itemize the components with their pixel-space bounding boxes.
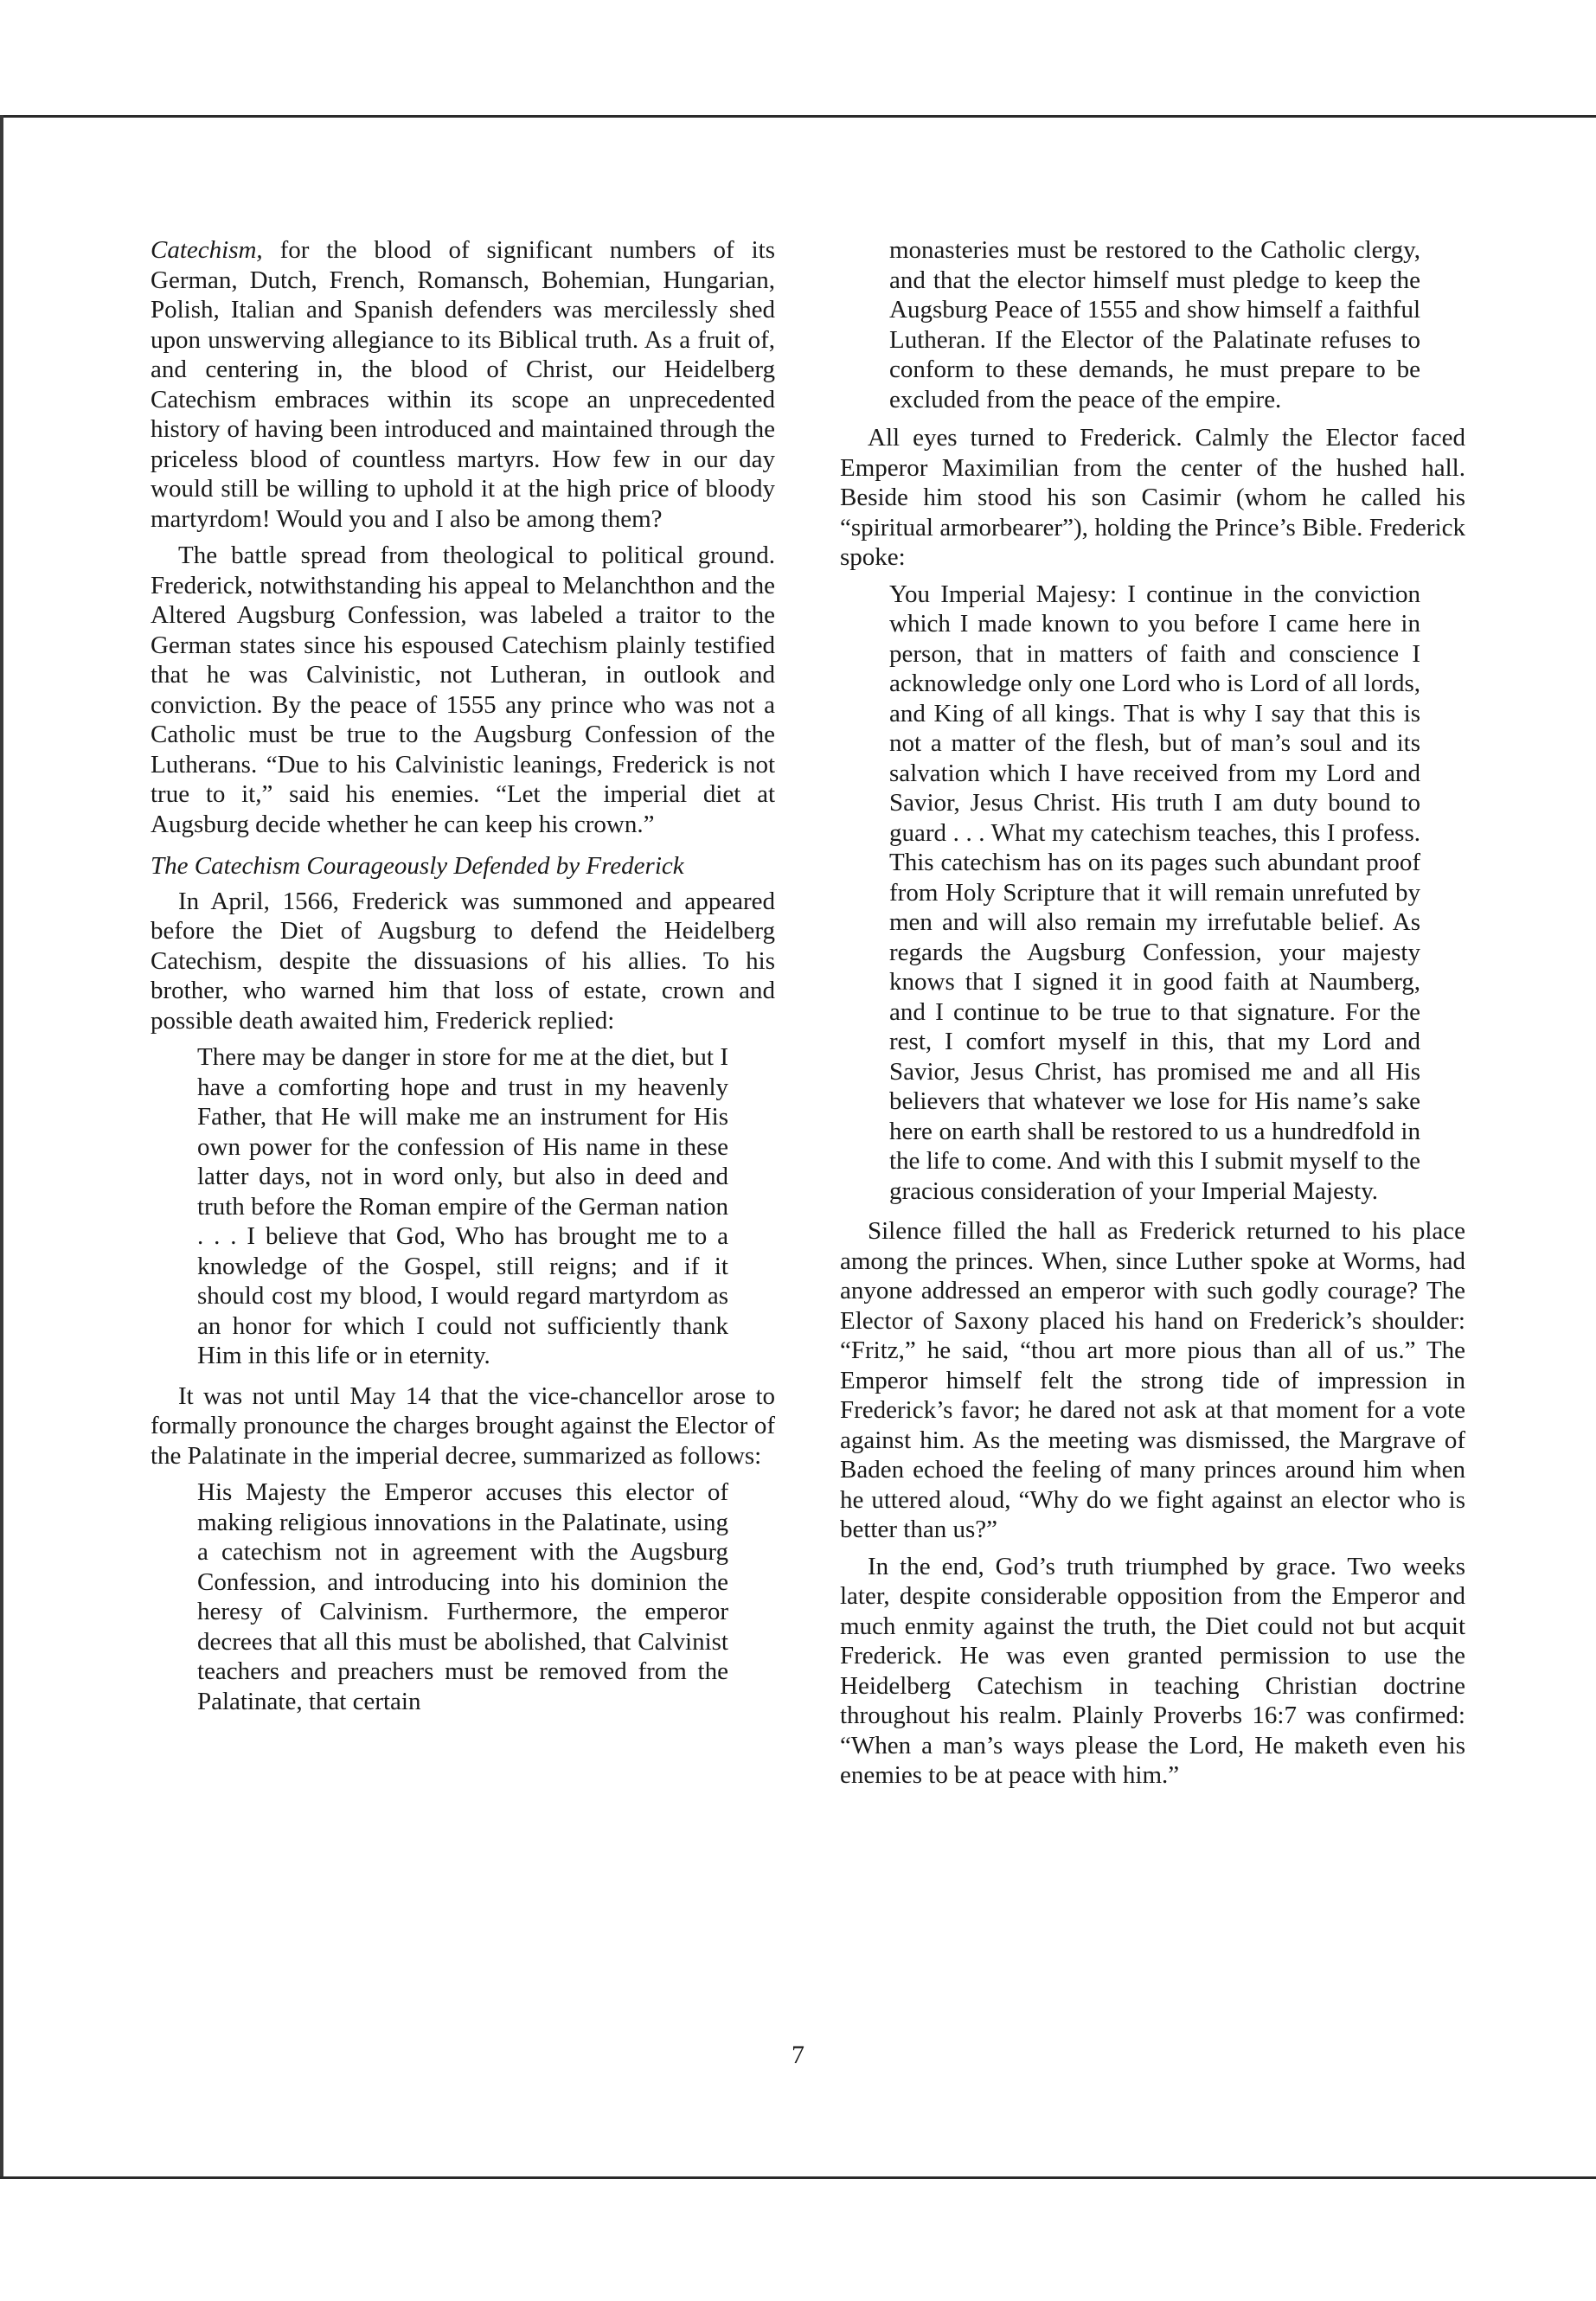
- block-quote: [840, 580, 1465, 1207]
- paragraph: The battle spread from theological to political ground. Frederick, notwithstanding his appeal to Melanchthon and the Altered Augsburg Confession, was labeled a traitor to the German states since his espoused Catechism plainly testified that he was Calvinistic, not Lutheran, in outlook and conviction. By the peace of 1555 any prince who was not a Catholic must be true to the Augsburg Confession of the Lutherans. “Due to his Calvinistic leanings, Frederick is not true to it,” said his enemies. “Let the imperial diet at Augsburg decide whether he can keep his crown.”: [151, 542, 775, 838]
- scan-bottom-border: [0, 2176, 1596, 2179]
- block-quote: [151, 1042, 775, 1371]
- paragraph: Silence filled the hall as Frederick returned to his place among the princes. When, since Luther spoke at Worms, had anyone addressed an emperor with such godly courage? The Elector of Saxony placed his hand on Frederick’s shoulder: “Fritz,” he said, “thou art more pious than all of us.” The Emperor himself felt the strong tide of impression in Frederick’s favor; he dared not ask at that moment for a vote against him. As the meeting was dismissed, the Margrave of Baden echoed the feeling of many princes around him when he uttered aloud, “Why do we fight against an elector who is better than us?”: [840, 1217, 1465, 1543]
- scan-top-border: [0, 115, 1596, 118]
- left-column: [151, 235, 775, 1727]
- italic-lead: Catechism,: [151, 236, 263, 264]
- quote-text: monasteries must be restored to the Catholic clergy, and that the elector himself must pledge to keep the Augsburg Peace of 1555 and show himself a faithful Lutheran. If the Elector of the Palatinate refuses to conform to these demands, he must prepare to be excluded from the peace of the empire.: [889, 236, 1420, 413]
- paragraph-text: for the blood of significant numbers of its German, Dutch, French, Romansch, Bohemian, Hungarian, Polish, Italian and Spanish defenders was mercilessly shed upon unswerving allegiance to its Biblical truth. As a fruit of, and centering in, the blood of Christ, our Heidelberg Catechism embraces within its scope an unprecedented history of having been introduced and maintained through the priceless blood of countless martyrs. How few in our day would still be willing to uphold it at the high price of bloody martyrdom! Would you and I also be among them?: [151, 236, 775, 533]
- block-quote-continued: [840, 235, 1465, 414]
- block-quote: [151, 1477, 775, 1716]
- scan-left-border: [0, 115, 3, 2178]
- paragraph: All eyes turned to Frederick. Calmly the Elector faced Emperor Maximilian from the center of the hushed hall. Beside him stood his son Casimir (whom he called his “spiritual armorbearer”), holding the Prince’s Bible. Frederick spoke:: [840, 424, 1465, 571]
- quote-text: There may be danger in store for me at the diet, but I have a comforting hope and trust in my heavenly Father, that He will make me an instrument for His own power for the confession of His name in these latter days, not in word only, but also in deed and truth before the Roman empire of the German nation . . . I believe that God, Who has brought me to a knowledge of the Gospel, still reigns; and if it should cost my blood, I would regard martyrdom as an honor for which I could not sufficiently thank Him in this life or in eternity.: [197, 1043, 728, 1369]
- right-column: [840, 235, 1465, 1798]
- quote-text: His Majesty the Emperor accuses this elector of making religious innovations in the Palatinate, using a catechism not in agreement with the Augsburg Confession, and introducing into his dominion the heresy of Calvinism. Furthermore, the emperor decrees that all this must be abolished, that Calvinist teachers and preachers must be removed from the Palatinate, that certain: [197, 1478, 728, 1715]
- page-number: 7: [792, 2041, 804, 2069]
- paragraph: It was not until May 14 that the vice-chancellor arose to formally pronounce the charges brought against the Elector of the Palatinate in the imperial decree, summarized as follows:: [151, 1381, 775, 1470]
- paragraph: In the end, God’s truth triumphed by grace. Two weeks later, despite considerable opposition from the Emperor and much enmity against the truth, the Diet could not but acquit Frederick. He was even granted permission to use the Heidelberg Catechism in teaching Christian doctrine throughout his realm. Plainly Proverbs 16:7 was confirmed: “When a man’s ways please the Lord, He maketh even his enemies to be at peace with him.”: [840, 1552, 1465, 1789]
- paragraph: In April, 1566, Frederick was summoned and appeared before the Diet of Augsburg to defend the Heidelberg Catechism, despite the dissuasions of his allies. To his brother, who warned him that loss of estate, crown and possible death awaited him, Frederick replied:: [151, 887, 775, 1035]
- paragraph: [151, 235, 775, 534]
- section-heading: The Catechism Courageously Defended by Frederick: [151, 852, 684, 880]
- quote-text: You Imperial Majesy: I continue in the conviction which I made known to you before I came here in person, that in matters of faith and conscience I acknowledge only one Lord who is Lord of all lords, and King of all kings. That is why I say that this is not a matter of the flesh, but of man’s soul and its salvation which I have received from my Lord and Savior, Jesus Christ. His truth I am duty bound to guard . . . What my catechism teaches, this I profess. This catechism has on its pages such abundant proof from Holy Scripture that it will remain unrefuted by men and will also remain my irrefutable belief. As regards the Augsburg Confession, your majesty knows that I signed it in good faith at Naumberg, and I continue to be true to that signature. For the rest, I comfort myself in this, that my Lord and Savior, Jesus Christ, has promised me and all His believers that whatever we lose for His name’s sake here on earth shall be restored to us a hundredfold in the life to come. And with this I submit myself to the gracious consideration of your Imperial Majesty.: [889, 580, 1420, 1205]
